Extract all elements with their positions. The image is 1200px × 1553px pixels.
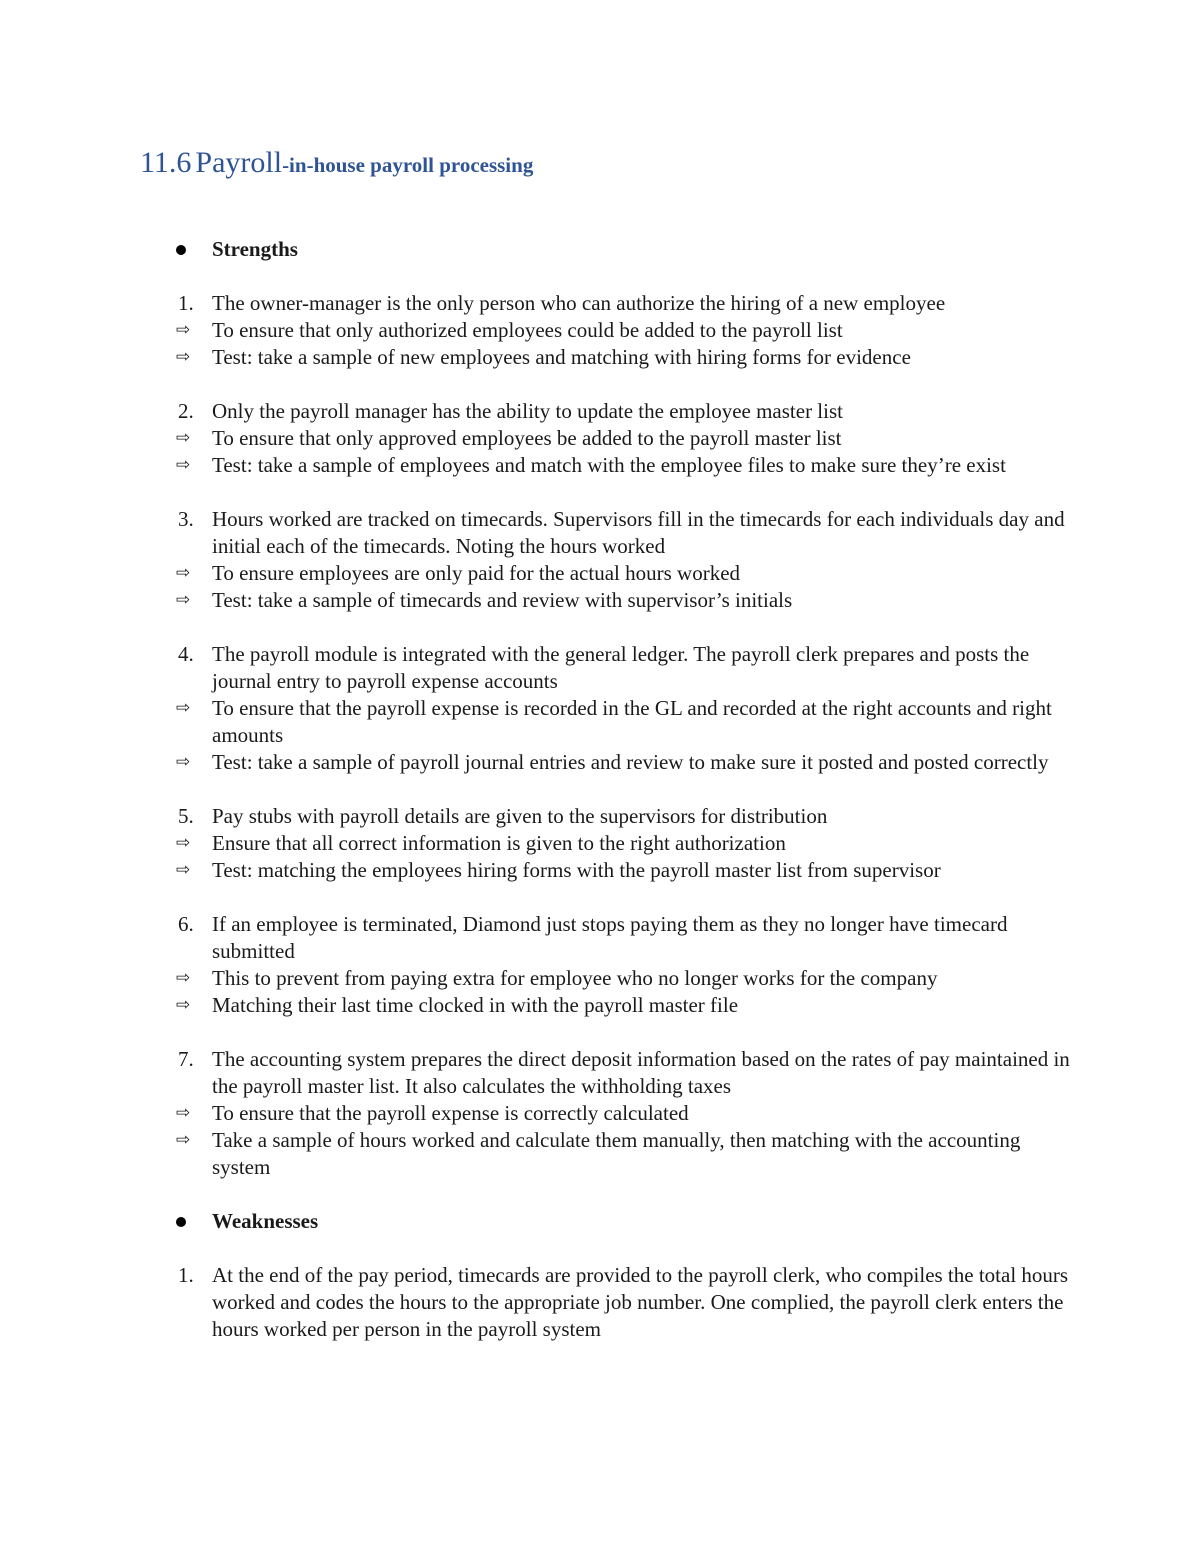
sub-item (172, 317, 1072, 344)
filled-circle-bullet-icon (176, 1217, 186, 1227)
list-item-number: 1. (178, 291, 194, 315)
list-item-number: 7. (178, 1047, 194, 1071)
list-item (172, 803, 1072, 884)
list-item-text: Hours worked are tracked on timecards. Supervisors fill in the timecards for each individuals day and initial each of the timecards. Noting the hours worked (212, 507, 1065, 558)
list-item (172, 1262, 1072, 1343)
sub-item (172, 1127, 1072, 1181)
sub-item (172, 560, 1072, 587)
outlined-right-arrow-icon: ⇨ (176, 428, 191, 448)
list-item-text: If an employee is terminated, Diamond just stops paying them as they no longer have timecard submitted (212, 912, 1008, 963)
sub-item-text: Test: take a sample of timecards and review with supervisor’s initials (212, 588, 793, 612)
sub-item-text: Take a sample of hours worked and calculate them manually, then matching with the accounting system (212, 1128, 1021, 1179)
list-item-text: The accounting system prepares the direct deposit information based on the rates of pay maintained in the payroll master list. It also calculates the withholding taxes (212, 1047, 1070, 1098)
sub-item-text: Test: matching the employees hiring forms with the payroll master list from supervisor (212, 858, 941, 882)
list-item-main (172, 911, 1072, 965)
sub-item (172, 587, 1072, 614)
section-label-text: Weaknesses (212, 1209, 319, 1233)
outlined-right-arrow-icon: ⇨ (176, 698, 191, 718)
list-item-text: At the end of the pay period, timecards are provided to the payroll clerk, who compiles the total hours worked and codes the hours to the appropriate job number. One complied, the payroll clerk enters the hours worked per person in the payroll system (212, 1263, 1069, 1341)
list-item-main (172, 1046, 1072, 1100)
sub-item-text: Test: take a sample of employees and match with the employee files to make sure they’re exist (212, 453, 1006, 477)
outlined-right-arrow-icon: ⇨ (176, 320, 191, 340)
list-item-main (172, 290, 1072, 317)
list-item (172, 1046, 1072, 1181)
outlined-right-arrow-icon: ⇨ (176, 1130, 191, 1150)
document-body (172, 236, 1072, 1370)
outlined-right-arrow-icon: ⇨ (176, 860, 191, 880)
sub-item-text: This to prevent from paying extra for employee who no longer works for the company (212, 966, 938, 990)
list-item-main (172, 506, 1072, 560)
outlined-right-arrow-icon: ⇨ (176, 1103, 191, 1123)
list-item (172, 290, 1072, 371)
sub-item-text: To ensure that only approved employees be added to the payroll master list (212, 426, 842, 450)
list-item-main (172, 398, 1072, 425)
list-item-main (172, 1262, 1072, 1343)
outlined-right-arrow-icon: ⇨ (176, 563, 191, 583)
outlined-right-arrow-icon: ⇨ (176, 455, 191, 475)
sub-item-text: Ensure that all correct information is given to the right authorization (212, 831, 786, 855)
list-item-number: 2. (178, 399, 194, 423)
sub-item (172, 830, 1072, 857)
outlined-right-arrow-icon: ⇨ (176, 833, 191, 853)
sub-item-text: To ensure that only authorized employees could be added to the payroll list (212, 318, 843, 342)
list-item-number: 5. (178, 804, 194, 828)
sub-item (172, 965, 1072, 992)
outlined-right-arrow-icon: ⇨ (176, 347, 191, 367)
list-item (172, 641, 1072, 776)
sub-item (172, 749, 1072, 776)
sub-item-text: Test: take a sample of payroll journal entries and review to make sure it posted and posted correctly (212, 750, 1049, 774)
sub-item-text: To ensure employees are only paid for the actual hours worked (212, 561, 741, 585)
list-item-main (172, 641, 1072, 695)
sub-item (172, 344, 1072, 371)
list-item-text: Only the payroll manager has the ability to update the employee master list (212, 399, 843, 423)
heading-number: 11.6 (140, 146, 192, 179)
list-item-number: 4. (178, 642, 194, 666)
heading-title-large: Payroll (195, 146, 283, 179)
section-label-weaknesses (172, 1208, 1072, 1235)
section-label-text: Strengths (212, 237, 298, 261)
outlined-right-arrow-icon: ⇨ (176, 752, 191, 772)
sub-item (172, 1100, 1072, 1127)
section-label-strengths (172, 236, 1072, 263)
list-item-number: 3. (178, 507, 194, 531)
filled-circle-bullet-icon (176, 245, 186, 255)
sub-item (172, 425, 1072, 452)
section-heading (140, 148, 533, 178)
list-item-text: The payroll module is integrated with the general ledger. The payroll clerk prepares and posts the journal entry to payroll expense accounts (212, 642, 1030, 693)
sub-item (172, 992, 1072, 1019)
outlined-right-arrow-icon: ⇨ (176, 968, 191, 988)
heading-title-small: -in-house payroll processing (282, 153, 534, 177)
outlined-right-arrow-icon: ⇨ (176, 995, 191, 1015)
sub-item-text: Matching their last time clocked in with the payroll master file (212, 993, 739, 1017)
sub-item (172, 452, 1072, 479)
list-item-number: 1. (178, 1263, 194, 1287)
list-item-text: The owner-manager is the only person who can authorize the hiring of a new employee (212, 291, 946, 315)
sub-item (172, 857, 1072, 884)
sub-item (172, 695, 1072, 749)
sub-item-text: To ensure that the payroll expense is correctly calculated (212, 1101, 689, 1125)
list-item-main (172, 803, 1072, 830)
sub-item-text: To ensure that the payroll expense is recorded in the GL and recorded at the right accounts and right amounts (212, 696, 1052, 747)
list-item-text: Pay stubs with payroll details are given to the supervisors for distribution (212, 804, 828, 828)
list-item (172, 911, 1072, 1019)
sub-item-text: Test: take a sample of new employees and matching with hiring forms for evidence (212, 345, 911, 369)
list-item (172, 398, 1072, 479)
list-item (172, 506, 1072, 614)
list-item-number: 6. (178, 912, 194, 936)
outlined-right-arrow-icon: ⇨ (176, 590, 191, 610)
